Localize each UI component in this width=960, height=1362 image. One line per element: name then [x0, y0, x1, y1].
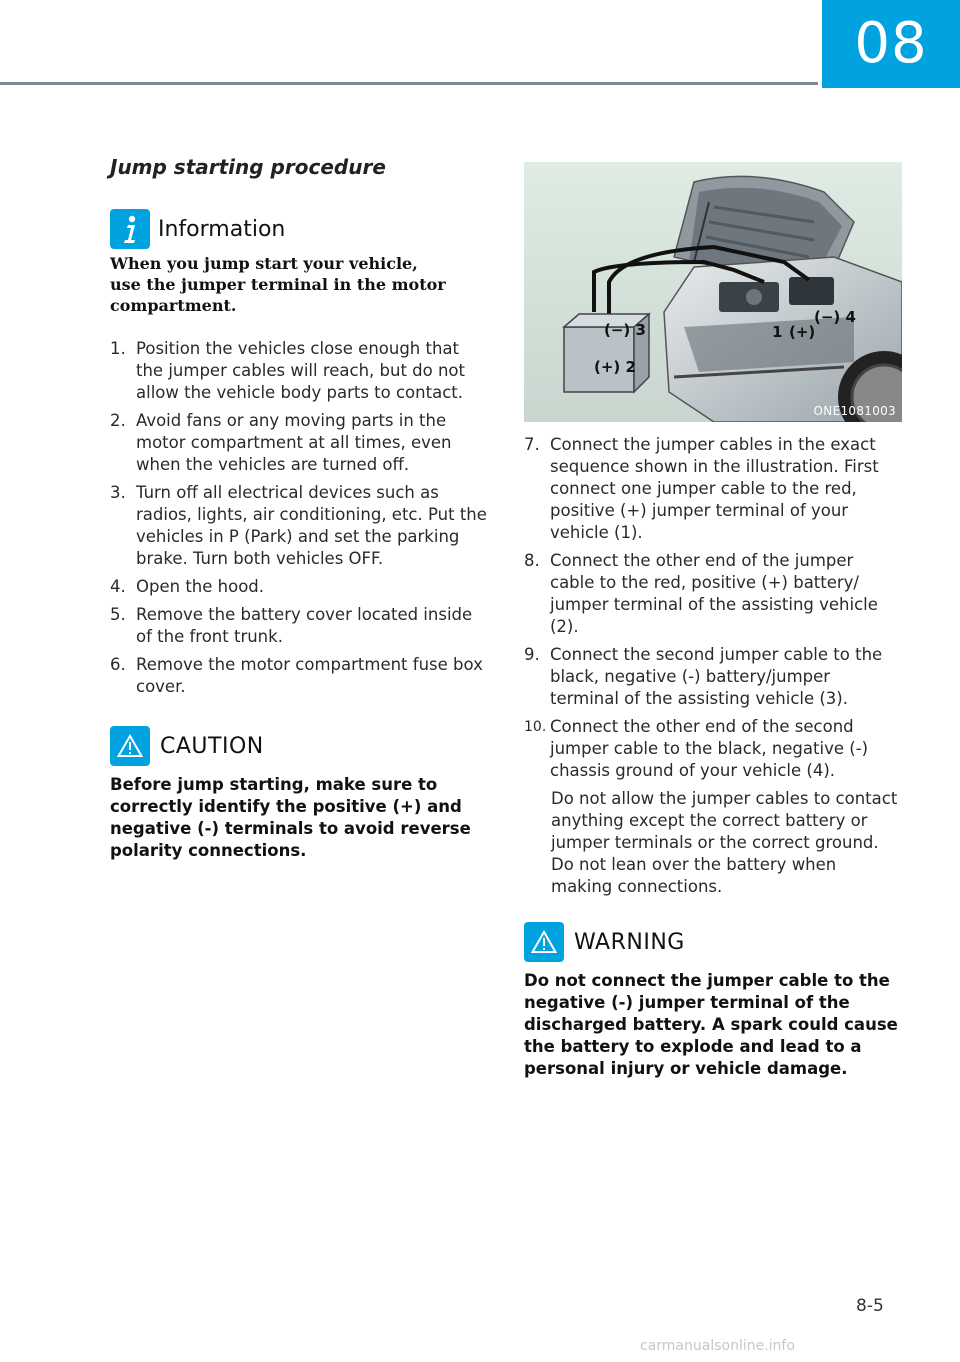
label-pos-1: (+) — [789, 323, 816, 341]
list-item — [524, 644, 902, 710]
label-1: 1 — [772, 323, 783, 341]
information-body: When you jump start your vehicle, use the jumper terminal in the motor compartment. — [110, 254, 446, 315]
right-column — [524, 162, 902, 1080]
step-text: Avoid fans or any moving parts in the motor compartment at all times, even when the vehicles are turned off. — [136, 411, 452, 474]
step-number: 1. — [110, 339, 126, 358]
caution-box — [110, 726, 490, 862]
caution-header — [110, 726, 490, 766]
label-neg-4: (−) 4 — [814, 308, 856, 326]
list-item — [524, 550, 902, 638]
illustration-code: ONE1081003 — [813, 404, 896, 418]
page-number: 8-5 — [856, 1296, 884, 1316]
list-item — [110, 604, 490, 648]
list-item — [110, 654, 490, 698]
left-column — [110, 155, 490, 862]
step-number: 2. — [110, 411, 126, 430]
warning-triangle-icon — [110, 726, 150, 766]
information-header — [110, 209, 490, 249]
jump-start-illustration — [524, 162, 902, 422]
warning-body: Do not connect the jumper cable to the negative (-) jumper terminal of the discharged battery. A spark could cause the battery to explode and lead to a personal injury or vehicle damage. — [524, 971, 898, 1078]
car-engine-bay-drawing — [524, 162, 902, 422]
caution-body: Before jump starting, make sure to correctly identify the positive (+) and negative (-) terminals to avoid reverse polarity connections. — [110, 775, 471, 860]
step-text: Remove the motor compartment fuse box cover. — [136, 655, 483, 696]
step-number: 10. — [524, 719, 547, 735]
list-item — [110, 338, 490, 404]
step-text: Connect the second jumper cable to the black, negative (-) battery/jumper terminal of the assisting vehicle (3). — [550, 645, 883, 708]
step-text: Open the hood. — [136, 577, 265, 596]
list-item — [110, 576, 490, 598]
step-text: Position the vehicles close enough that the jumper cables will reach, but do not allow the vehicle body parts to contact. — [136, 339, 466, 402]
step-number: 6. — [110, 655, 126, 674]
step-text: Connect the other end of the second jumper cable to the black, negative (-) chassis ground of your vehicle (4). — [550, 717, 869, 780]
step-number: 4. — [110, 577, 126, 596]
list-item — [524, 716, 902, 782]
list-item — [524, 434, 902, 544]
step-number: 9. — [524, 645, 540, 664]
step-number: 8. — [524, 551, 540, 570]
warning-title: WARNING — [574, 929, 685, 955]
watermark-link[interactable]: carmanualsonline.info — [640, 1338, 795, 1354]
chapter-tab: 08 — [822, 0, 960, 88]
warning-header — [524, 922, 902, 962]
step-number: 5. — [110, 605, 126, 624]
header-rule — [0, 82, 818, 85]
label-pos-2: (+) 2 — [594, 358, 636, 376]
section-title: Jump starting procedure — [110, 155, 386, 179]
step-number: 3. — [110, 483, 126, 502]
step-number: 7. — [524, 435, 540, 454]
steps-list-right — [524, 434, 902, 782]
list-item — [110, 410, 490, 476]
step-10-note: Do not allow the jumper cables to contact anything except the correct battery or jumper terminals or the correct ground. Do not lean over the battery when making connections. — [551, 789, 898, 896]
steps-list-left — [110, 338, 490, 698]
step-text: Turn off all electrical devices such as radios, lights, air conditioning, etc. Put the vehicles in P (Park) and set the parking brake. Turn both vehicles OFF. — [136, 483, 487, 568]
warning-box — [524, 922, 902, 1080]
step-text: Connect the other end of the jumper cable to the red, positive (+) battery/ jumper terminal of the assisting vehicle (2). — [550, 551, 878, 636]
caution-title: CAUTION — [160, 733, 264, 759]
information-title: Information — [158, 216, 286, 242]
info-icon — [110, 209, 150, 249]
step-text: Remove the battery cover located inside of the front trunk. — [136, 605, 473, 646]
warning-triangle-icon — [524, 922, 564, 962]
step-text: Connect the jumper cables in the exact sequence shown in the illustration. First connect one jumper cable to the red, positive (+) jumper terminal of your vehicle (1). — [550, 435, 879, 542]
label-neg-3: (−) 3 — [604, 321, 646, 339]
list-item — [110, 482, 490, 570]
